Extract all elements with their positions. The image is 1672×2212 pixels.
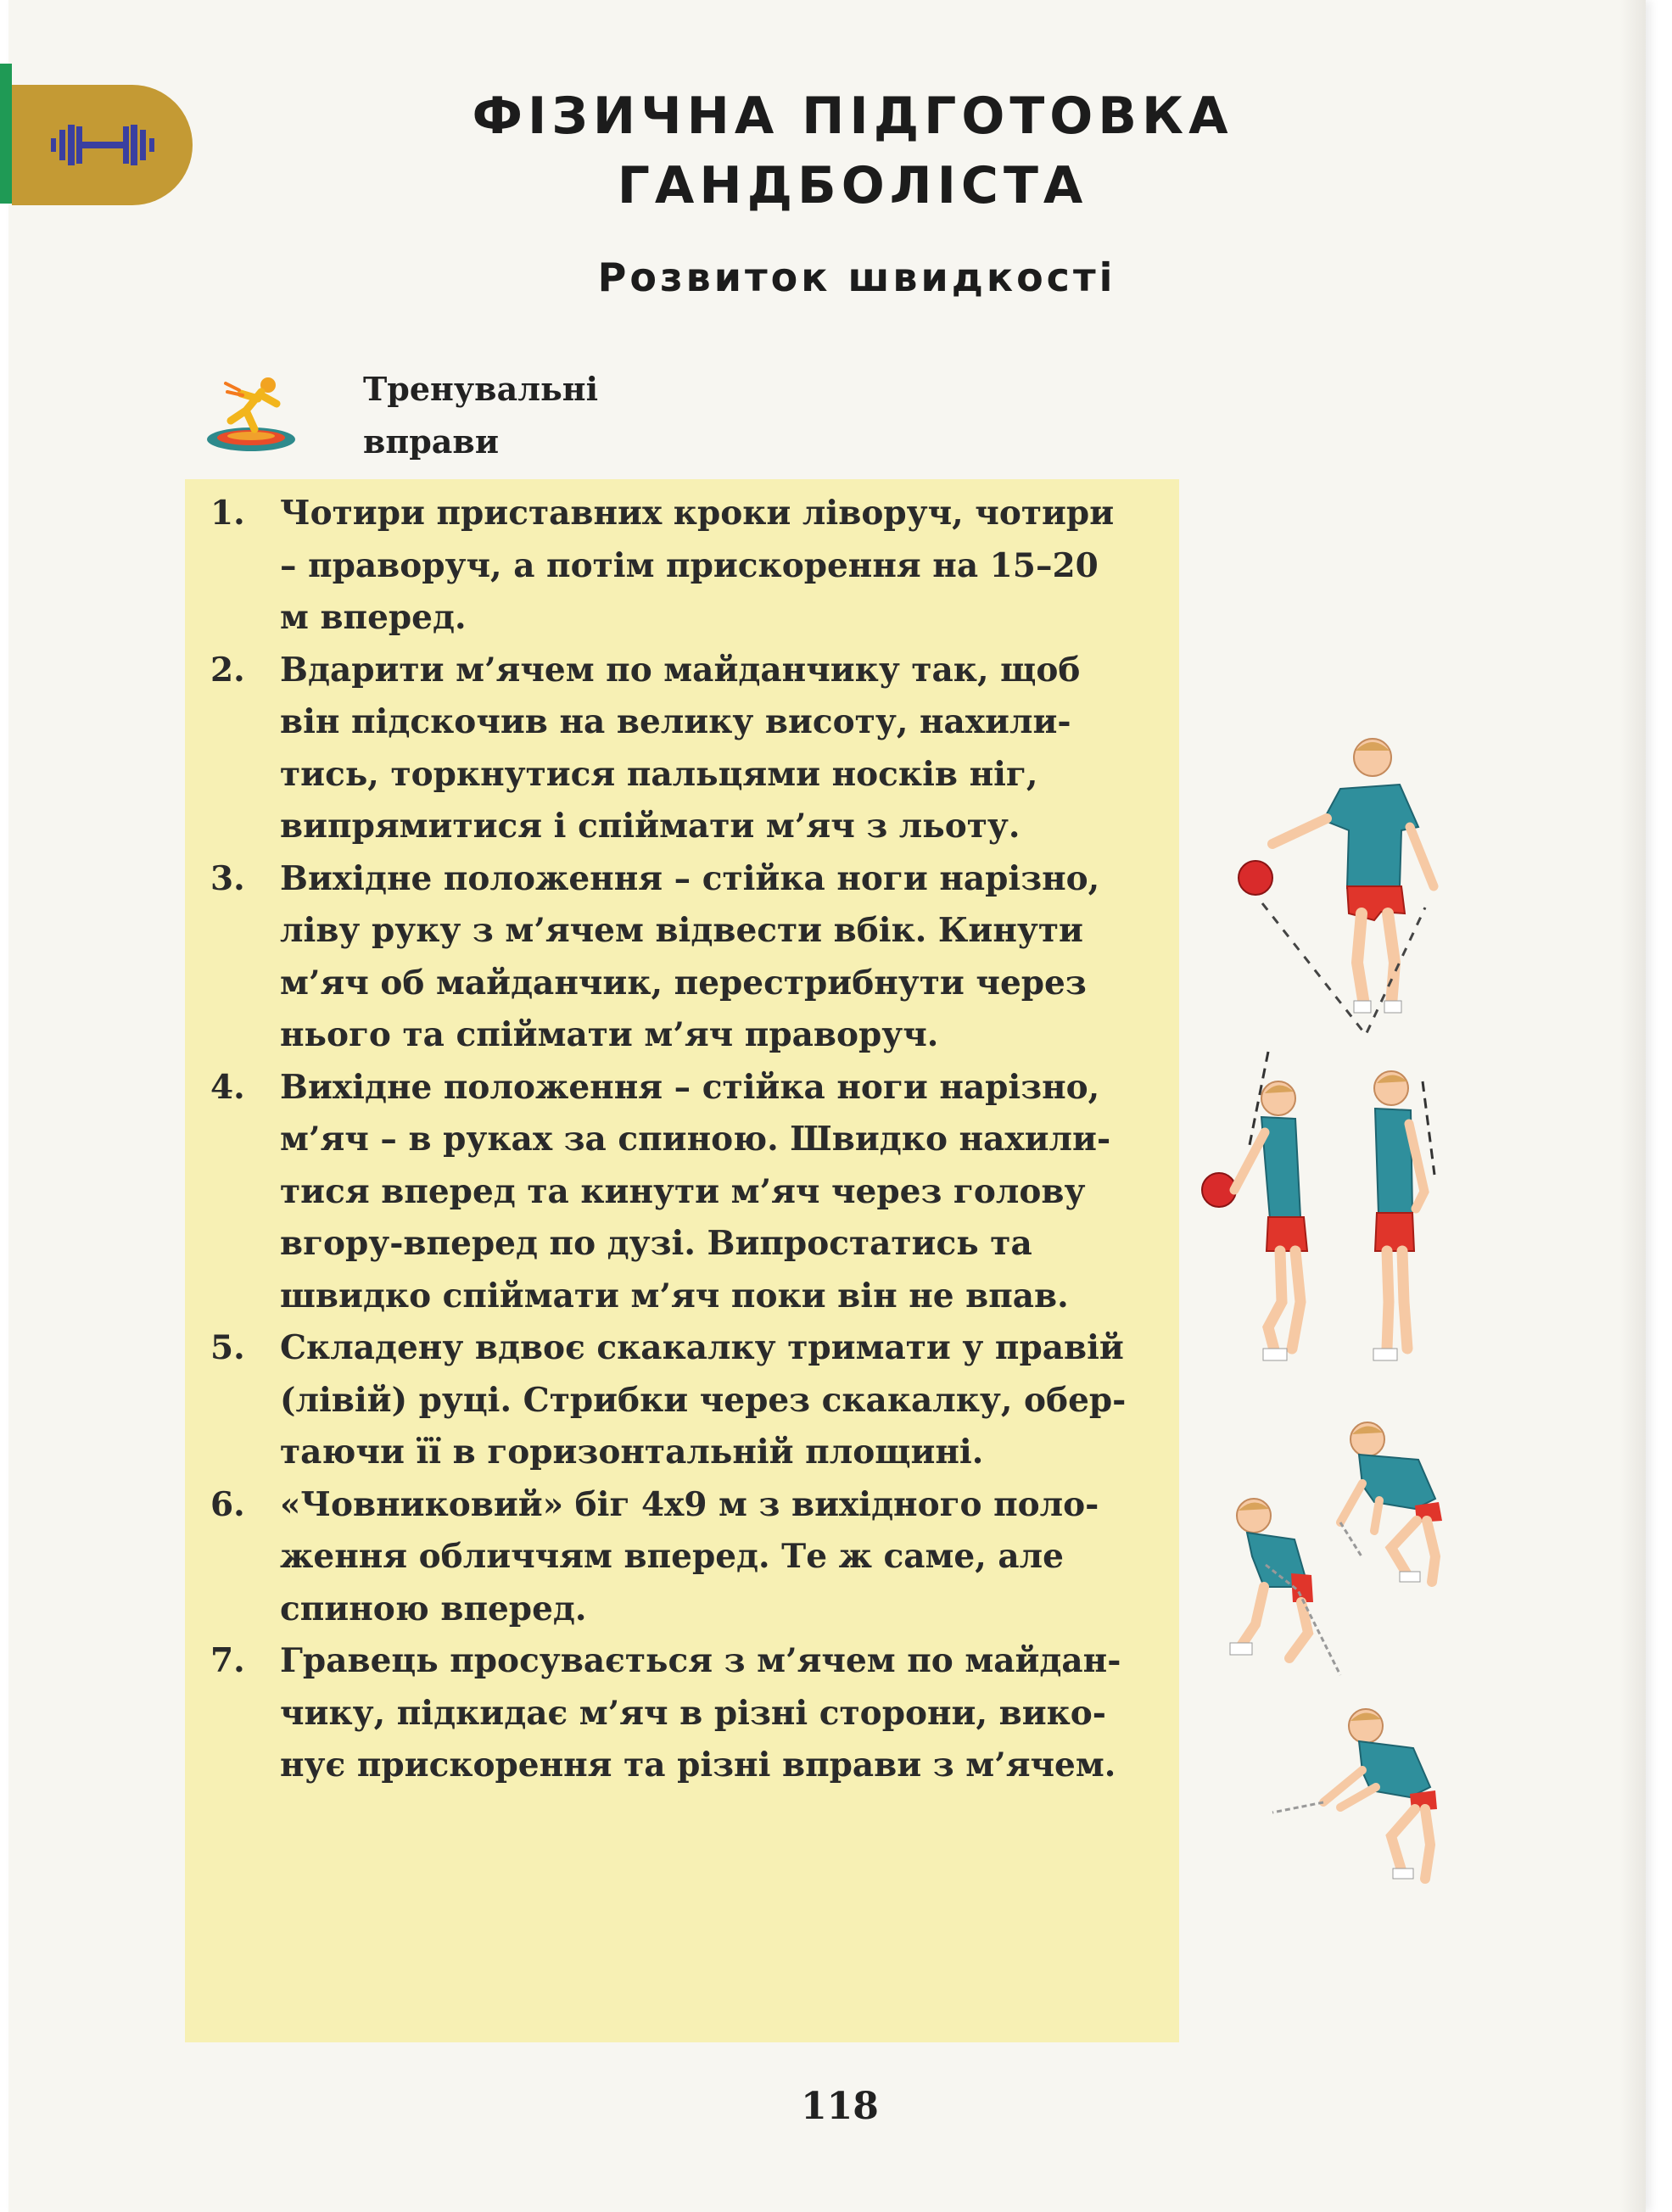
exercise-number: 3. [210, 858, 245, 898]
chapter-badge [12, 85, 193, 205]
exercise-item [210, 645, 1167, 853]
title-line-1: ФІЗИЧНА ПІДГОТОВКА [472, 87, 1233, 146]
exercise-text: «Човниковий» біг 4х9 м з вихідного поло- ження обличчям вперед. Те ж саме, але спиною вперед. [280, 1484, 1099, 1628]
exercise-list [210, 488, 1167, 1792]
exercise-number: 1. [210, 494, 245, 533]
section-label-line-2: вправи [363, 422, 499, 461]
exercise-item [210, 853, 1167, 1062]
exercise-number: 6. [210, 1484, 245, 1524]
exercise-text: Чотири приставних кроки ліворуч, чотири – праворуч, а потім прискорення на 15–20 м вперед. [280, 494, 1115, 637]
exercise-item [210, 1635, 1167, 1792]
illustration-overhead-throw [1200, 1047, 1480, 1370]
exercise-text: Вихідне положення – стійка ноги нарізно, ліву руку з м’ячем відвести вбік. Кинути м’яч об майданчик, перестрибнути через нього та спіймати м’яч праворуч. [280, 858, 1100, 1054]
exercise-text: Гравець просувається з м’ячем по майдан- чику, підкидає м’яч в різні сторони, вико- нує прискорення та різні вправи з м’ячем. [280, 1641, 1121, 1785]
illustration-rope-jumps [1213, 1421, 1476, 1917]
exercise-number: 4. [210, 1067, 245, 1107]
exercise-item [210, 1322, 1167, 1479]
illustration-ball-bounce-jump [1222, 725, 1459, 1047]
chapter-marker-stripe [0, 64, 12, 204]
exercise-text: Вдарити м’ячем по майданчику так, щоб він підскочив на велику висоту, нахили- тись, торкнутися пальцями носків ніг, випрямитися і спіймати м’яч з льоту. [280, 650, 1081, 846]
exercise-item [210, 488, 1167, 645]
runner-icon [202, 373, 304, 458]
exercise-number: 7. [210, 1641, 245, 1680]
section-label-line-1: Тренувальні [363, 370, 599, 408]
exercise-text: Складену вдвоє скакалку тримати у правій (лівій) руці. Стрибки через скакалку, обер- таючи її в горизонтальній площині. [280, 1328, 1127, 1472]
exercise-number: 5. [210, 1328, 245, 1367]
exercise-item [210, 1062, 1167, 1323]
section-label [363, 363, 598, 468]
exercise-number: 2. [210, 650, 245, 690]
page-subtitle: Розвиток швидкості [597, 254, 1116, 300]
dumbbell-icon [48, 120, 158, 170]
page-title [373, 81, 1332, 221]
page-number: 118 [801, 2085, 879, 2128]
exercise-text: Вихідне положення – стійка ноги нарізно, м’яч – в руках за спиною. Швидко нахили- тися вперед та кинути м’яч через голову вгору-вперед по дузі. Випростатись та швидко спіймати м’яч поки він не впав. [280, 1067, 1111, 1315]
page-edge-shadow [1620, 0, 1646, 2212]
title-line-2: ГАНДБОЛІСТА [617, 156, 1088, 215]
exercise-item [210, 1479, 1167, 1636]
